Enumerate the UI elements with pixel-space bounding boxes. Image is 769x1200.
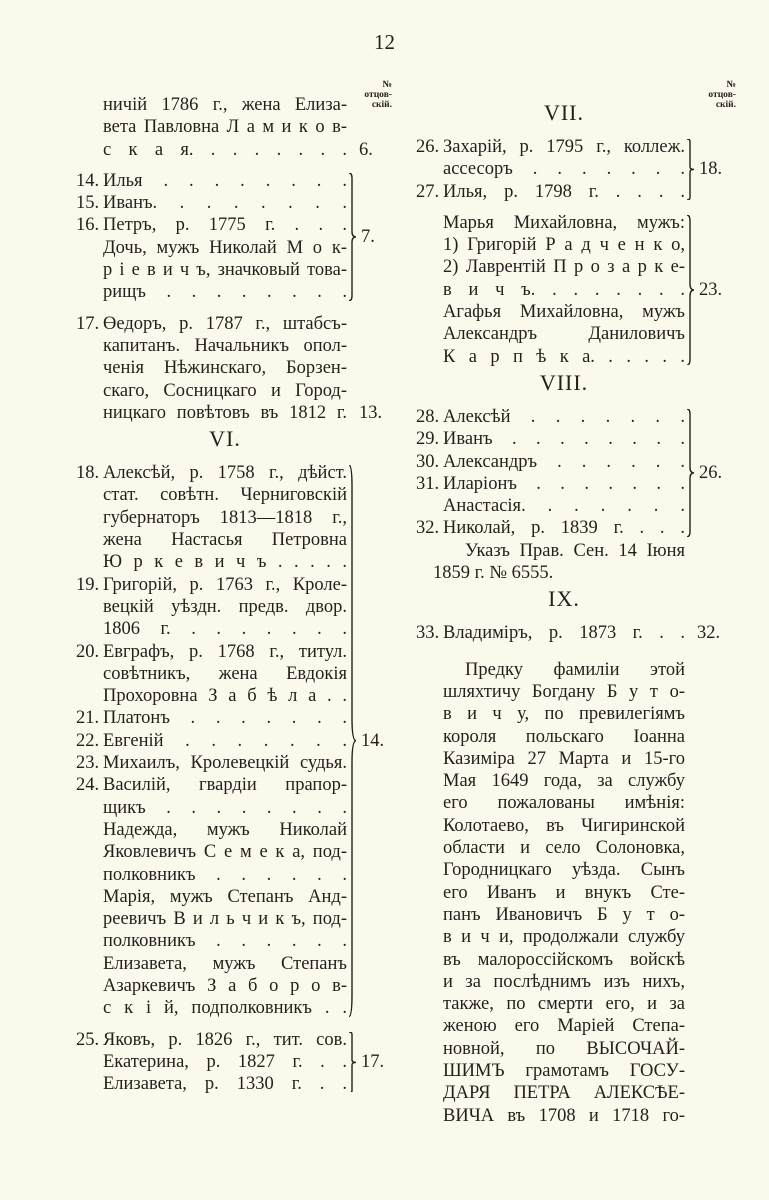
- entry-number: 26.: [416, 137, 440, 157]
- person-entry: [103, 237, 347, 304]
- text-line: Яковъ, р. 1826 г., тит. сов.: [103, 1029, 347, 1050]
- text-line: Марья Михайловна, мужъ:: [443, 212, 685, 233]
- entry-number: 25.: [76, 1029, 100, 1050]
- text-line: Евгеній . . . . . . .: [103, 730, 347, 751]
- text-line: полковникъ . . . . . .: [103, 864, 347, 885]
- decree-note: [433, 540, 685, 585]
- text-line: Азаркевичъ З а б о р о в-: [103, 975, 347, 996]
- text-line: с к і й, подполковникъ . .: [103, 998, 347, 1019]
- text-line: также, по смерти его, и за: [443, 994, 685, 1015]
- text-line: Иванъ. . . . . . . .: [103, 193, 347, 214]
- genealogy-group: [103, 94, 373, 161]
- text-line: Владиміръ, р. 1873 г. . .: [443, 623, 685, 644]
- text-line: скаго, Сосницкаго и Город-: [103, 380, 347, 401]
- text-line: капитанъ. Начальникъ опол-: [103, 335, 347, 356]
- text-line: ассесоръ . . . . . . .: [443, 159, 685, 180]
- text-line: в и ч у, по превилегіямъ: [443, 704, 685, 725]
- curly-bracket-icon: [686, 139, 696, 200]
- genealogy-group: [76, 1029, 385, 1096]
- person-entry: [416, 406, 685, 428]
- text-line: Екатерина, р. 1827 г. . .: [103, 1051, 347, 1072]
- entry-number: 20.: [76, 641, 100, 662]
- text-line: с к а я. . . . . . . .: [103, 139, 347, 160]
- text-line: Городницкаго уѣзда. Сынъ: [443, 860, 685, 881]
- text-line: шляхтичу Богдану Б у т о-: [443, 681, 685, 702]
- entry-number: 18.: [76, 463, 100, 484]
- curly-bracket-icon: [348, 465, 358, 1016]
- entry-number: 31.: [416, 473, 440, 494]
- entry-number: 22.: [76, 730, 100, 751]
- text-line: ДАРЯ ПЕТРА АЛЕКСѢЕ-: [443, 1083, 685, 1104]
- entry-number: 28.: [416, 406, 440, 427]
- entry-number: 30.: [416, 451, 440, 472]
- person-entry: [76, 192, 347, 214]
- text-line: Григорій, р. 1763 г., Кроле-: [103, 574, 347, 595]
- father-ref-number: 32.: [697, 623, 721, 644]
- text-line: ничій 1786 г., жена Елиза-: [103, 95, 347, 115]
- entry-number: 15.: [76, 193, 100, 214]
- text-line: Прохоровна З а б ѣ л а . .: [103, 686, 347, 707]
- text-line: Колотаево, въ Чигиринской: [443, 815, 685, 836]
- text-line: Надежда, мужъ Николай: [103, 819, 347, 840]
- father-ref-number: 18.: [699, 159, 723, 180]
- history-paragraph: [443, 659, 685, 1127]
- page-number: 12: [374, 30, 395, 54]
- column-header-left: № отцов- скій.: [364, 80, 392, 110]
- text-line: Алексѣй . . . . . . .: [443, 406, 685, 427]
- text-line: его Иванъ и внукъ Сте-: [443, 882, 685, 903]
- text-line: новной, по ВЫСОЧАЙ-: [443, 1038, 685, 1059]
- genealogy-group: [416, 622, 721, 644]
- text-line: Александръ . . . . . .: [443, 451, 685, 472]
- text-line: в и ч ъ. . . . . . . .: [443, 279, 685, 300]
- person-entry: [416, 517, 685, 539]
- person-entry: [76, 170, 347, 192]
- text-line: Илья . . . . . . . .: [103, 170, 347, 191]
- genealogy-group: [416, 136, 723, 203]
- text-line: области и село Солоновка,: [443, 838, 685, 859]
- text-line: стат. совѣтн. Черниговскій: [103, 485, 347, 506]
- text-line: жена Настасья Петровна: [103, 530, 347, 551]
- text-line: Платонъ . . . . . . .: [103, 708, 347, 729]
- person-entry: [416, 136, 685, 181]
- text-line: въ малороссійскомъ войскѣ: [443, 949, 685, 970]
- text-line: ВИЧА въ 1708 и 1718 го-: [443, 1105, 685, 1126]
- text-line: Анастасія. . . . . . .: [443, 496, 685, 517]
- text-line: губернаторъ 1813—1818 г.,: [103, 507, 347, 528]
- curly-bracket-icon: [348, 173, 358, 301]
- person-entry: [76, 313, 347, 424]
- text-line: Агафья Михайловна, мужъ: [443, 302, 685, 323]
- text-line: Иванъ . . . . . . . .: [443, 429, 685, 450]
- text-line: Василій, гвардіи прапор-: [103, 775, 347, 796]
- text-line: короля польскаго Іоанна: [443, 726, 685, 747]
- text-line: Указъ Прав. Сен. 14 Іюня: [465, 540, 685, 561]
- person-entry: [103, 819, 347, 886]
- text-line: реевичъ В и л ь ч и к ъ, под-: [103, 909, 347, 930]
- entry-number: 21.: [76, 708, 100, 729]
- text-line: Николай, р. 1839 г. . . .: [443, 518, 685, 539]
- person-entry: [76, 774, 347, 819]
- person-entry: [103, 1073, 347, 1095]
- text-line: ШИМЪ грамотамъ ГОСУ-: [443, 1060, 685, 1081]
- father-ref-number: 17.: [361, 1052, 385, 1073]
- text-line: ницкаго повѣтовъ въ 1812 г.: [103, 402, 347, 423]
- text-line: 2) Лаврентій П р о з а р к е-: [443, 257, 685, 278]
- right-column: [416, 98, 723, 1127]
- text-line: Елизавета, р. 1330 г. . .: [103, 1074, 347, 1095]
- person-entry: [76, 730, 347, 752]
- entry-number: 17.: [76, 313, 100, 334]
- text-line: его пожалованы имѣнія:: [443, 793, 685, 814]
- text-line: 1806 г. . . . . . . .: [103, 619, 347, 640]
- text-line: Казиміра 27 Марта и 15-го: [443, 748, 685, 769]
- text-line: Александръ Даниловичъ: [443, 324, 685, 345]
- curly-bracket-icon: [686, 215, 696, 365]
- entry-number: 14.: [76, 170, 100, 191]
- generation-heading: VII.: [543, 100, 585, 125]
- generation-heading: VI.: [209, 426, 241, 452]
- text-line: Ю р к е в и ч ъ . . . . .: [103, 552, 347, 573]
- genealogy-group: [416, 406, 723, 540]
- curly-bracket-icon: [348, 1032, 358, 1093]
- person-entry: [443, 495, 685, 517]
- text-line: щикъ . . . . . . . .: [103, 797, 347, 818]
- text-line: Предку фамиліи этой: [465, 659, 685, 680]
- text-line: Яковлевичъ С е м е к а, под-: [103, 842, 347, 863]
- person-entry: [443, 212, 685, 368]
- text-line: К а р п ѣ к а. . . . . .: [443, 346, 685, 367]
- person-entry: [76, 214, 347, 236]
- genealogy-group: [76, 313, 383, 424]
- entry-number: 32.: [416, 518, 440, 539]
- person-entry: [103, 94, 347, 161]
- text-line: рищъ . . . . . . . .: [103, 282, 347, 303]
- person-entry: [76, 641, 347, 708]
- entry-number: 27.: [416, 181, 440, 202]
- text-line: Марія, мужъ Степанъ Анд-: [103, 886, 347, 907]
- person-entry: [103, 886, 347, 953]
- person-entry: [416, 428, 685, 450]
- text-line: и за послѣднимъ изъ нихъ,: [443, 971, 685, 992]
- father-ref-number: 23.: [699, 279, 723, 300]
- text-line: р і е в и ч ъ, значковый това-: [103, 260, 347, 281]
- person-entry: [76, 574, 347, 641]
- text-line: вецкій уѣздн. предв. двор.: [103, 596, 347, 617]
- generation-heading: IX.: [548, 586, 580, 612]
- text-line: Мая 1649 года, за службу: [443, 771, 685, 792]
- text-line: Иларіонъ . . . . . . .: [443, 473, 685, 494]
- genealogy-group: [76, 170, 375, 304]
- text-line: Евграфъ, р. 1768 г., титул.: [103, 641, 347, 662]
- text-line: панъ Ивановичъ Б у т о-: [443, 904, 685, 925]
- entry-number: 16.: [76, 215, 100, 236]
- person-entry: [76, 1029, 347, 1051]
- entry-number: 19.: [76, 574, 100, 595]
- column-header-right: № отцов- скій.: [708, 80, 736, 110]
- father-ref-number: 26.: [699, 462, 723, 483]
- text-line: Дочь, мужъ Николай М о к-: [103, 237, 347, 258]
- text-line: Илья, р. 1798 г. . . . .: [443, 181, 685, 202]
- entry-number: 33.: [416, 623, 440, 644]
- father-ref-number: 7.: [361, 226, 375, 247]
- text-line: совѣтникъ, жена Евдокія: [103, 663, 347, 684]
- left-column: [76, 94, 385, 1095]
- father-ref-number: 14.: [361, 730, 385, 751]
- father-ref-number: 6.: [359, 139, 373, 160]
- father-ref-number: 13.: [359, 402, 383, 423]
- genealogy-group: [443, 212, 723, 368]
- text-line: вета Павловна Л а м и к о в-: [103, 117, 347, 138]
- person-entry: [416, 451, 685, 473]
- text-line: ченія Нѣжинскаго, Борзен-: [103, 358, 347, 379]
- text-line: Елизавета, мужъ Степанъ: [103, 953, 347, 974]
- person-entry: [103, 953, 347, 1020]
- person-entry: [416, 473, 685, 495]
- text-line: Михаилъ, Кролевецкій судья.: [103, 753, 347, 774]
- entry-number: 24.: [76, 775, 100, 796]
- curly-bracket-icon: [686, 409, 696, 537]
- entry-number: 23.: [76, 753, 100, 774]
- text-line: в и ч и, продолжали службу: [443, 927, 685, 948]
- text-line: Өедоръ, р. 1787 г., штабсъ-: [103, 313, 347, 334]
- person-entry: [416, 622, 685, 644]
- text-line: женою его Маріей Степа-: [443, 1016, 685, 1037]
- text-line: Захарій, р. 1795 г., коллеж.: [443, 137, 685, 157]
- person-entry: [76, 752, 347, 774]
- text-line: полковникъ . . . . . .: [103, 931, 347, 952]
- person-entry: [103, 1051, 347, 1073]
- generation-heading: VIII.: [539, 369, 589, 395]
- person-entry: [76, 707, 347, 729]
- person-entry: [76, 462, 347, 573]
- text-line: Алексѣй, р. 1758 г., дѣйст.: [103, 463, 347, 484]
- entry-number: 29.: [416, 429, 440, 450]
- person-entry: [416, 181, 685, 203]
- genealogy-group: [76, 462, 385, 1019]
- text-line: Петръ, р. 1775 г. . . .: [103, 215, 347, 236]
- text-line: 1) Григорій Р а д ч е н к о,: [443, 235, 685, 256]
- text-line: 1859 г. № 6555.: [433, 563, 554, 584]
